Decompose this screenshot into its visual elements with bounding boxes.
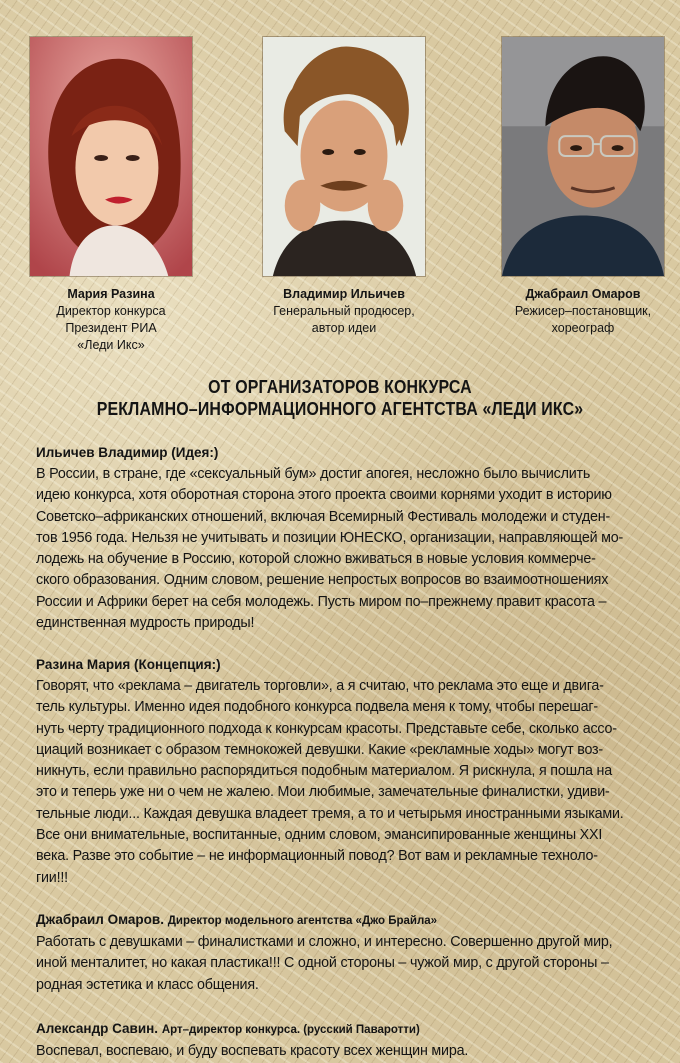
statement-body (36, 1041, 656, 1062)
statement-line: Воспевал, воспеваю, и буду воспевать красоту всех женщин мира. (36, 1043, 469, 1059)
statement-line: лодежь на обучение в Россию, которой сложно вживаться в новые условия коммерче- (36, 551, 596, 568)
portrait-photo-ilichev (262, 36, 426, 277)
statement-body (36, 464, 656, 634)
statement-header (36, 911, 656, 930)
statement-line: гии!!! (36, 869, 68, 886)
statement-author: Ильичев Владимир (Идея:) (36, 445, 219, 460)
statement-ilichev (36, 444, 656, 634)
person-card-razina (29, 36, 193, 354)
statement-body (36, 676, 656, 889)
statement-line: России и Африки берет на себя молодежь. Пусть миром по–прежнему правит красота – (36, 593, 607, 610)
statement-line: циаций возникает с образом темнокожей девушки. Какие «рекламные ходы» могут воз- (36, 741, 603, 758)
statement-line: единственная мудрость природы! (36, 615, 255, 632)
portrait-photo-omarov (501, 36, 665, 277)
person-title-line: автор идеи (311, 321, 377, 335)
statement-body (36, 932, 656, 996)
statement-razina (36, 656, 656, 889)
heading-line: РЕКЛАМНО–ИНФОРМАЦИОННОГО АГЕНТСТВА «ЛЕДИ ИКС» (96, 398, 584, 419)
statement-line: идею конкурса, хотя оборотная сторона этого проекта своими корнями уходит в историю (36, 487, 612, 504)
statement-line: нуть черту традиционного подхода к конкурсам красоты. Представьте себе, сколько ассо- (36, 720, 617, 737)
statement-line: Все они внимательные, воспитанные, одним словом, эмансипированные женщины XXI (36, 827, 603, 844)
statement-line: тель культуры. Именно идея подобного конкурса подвела меня к тому, чтобы перешаг- (36, 699, 598, 716)
statement-line: Работать с девушками – финалистками и сложно, и интересно. Совершенно другой мир, (36, 934, 613, 950)
person-title-line: «Леди Икс» (77, 338, 145, 352)
person-title-line: Генеральный продюсер, (273, 304, 415, 318)
statement-line: Говорят, что «реклама – двигатель торговли», а я считаю, что реклама это еще и двига- (36, 678, 604, 694)
statement-savin (36, 1020, 656, 1062)
statement-line: родная эстетика и класс общения. (36, 976, 259, 993)
statement-line: века. Разве это событие – не информационный повод? Вот вам и рекламные техноло- (36, 848, 598, 865)
statement-line: тов 1956 года. Нельзя не учитывать и позиции ЮНЕСКО, организации, направляющей мо- (36, 529, 624, 546)
person-name: Джабраил Омаров (525, 287, 641, 301)
statement-omarov (36, 911, 656, 996)
statement-author: Александр Савин. (36, 1021, 159, 1036)
statement-author: Джабраил Омаров. (36, 912, 164, 927)
person-title-line: Директор конкурса (56, 304, 166, 318)
person-title-line: хореограф (551, 321, 615, 335)
photo-row (0, 0, 680, 360)
person-title-line: Президент РИА (65, 321, 157, 335)
statement-header (36, 1020, 656, 1039)
statement-line: тельные люди... Каждая девушка владеет тремя, а то и четырьмя иностранными языками. (36, 805, 624, 822)
person-card-ilichev (262, 36, 426, 337)
statement-line: это и теперь уже ни о чем не жалею. Мои любимые, замечательные финалистки, удиви- (36, 784, 610, 801)
statement-line: иной менталитет, но какая пластика!!! С одной стороны – чужой мир, с другой стороны – (36, 955, 609, 972)
statement-line: ского образования. Одним словом, решение непростых вопросов во взаимоотношениях (36, 572, 609, 589)
statement-line: никнуть, если правильно распорядиться подобным материалом. Я рискнула, я пошла на (36, 763, 612, 780)
person-card-omarov (501, 36, 665, 337)
statement-author: Разина Мария (Концепция:) (36, 657, 221, 672)
person-name: Владимир Ильичев (283, 287, 405, 301)
person-title-line: Режисер–постановщик, (514, 304, 652, 318)
section-heading (48, 376, 633, 420)
portrait-photo-razina (29, 36, 193, 277)
statement-role: Арт–директор конкурса. (русский Паваротти) (161, 1024, 420, 1036)
statement-line: В России, в стране, где «сексуальный бум» достиг апогея, несложно было вычислить (36, 466, 591, 482)
person-name: Мария Разина (67, 287, 155, 301)
statement-line: Советско–африканских отношений, включая Всемирный Фестиваль молодежи и студен- (36, 508, 611, 525)
heading-line: ОТ ОРГАНИЗАТОРОВ КОНКУРСА (208, 376, 472, 397)
statement-role: Директор модельного агентства «Джо Брайла» (167, 915, 438, 927)
